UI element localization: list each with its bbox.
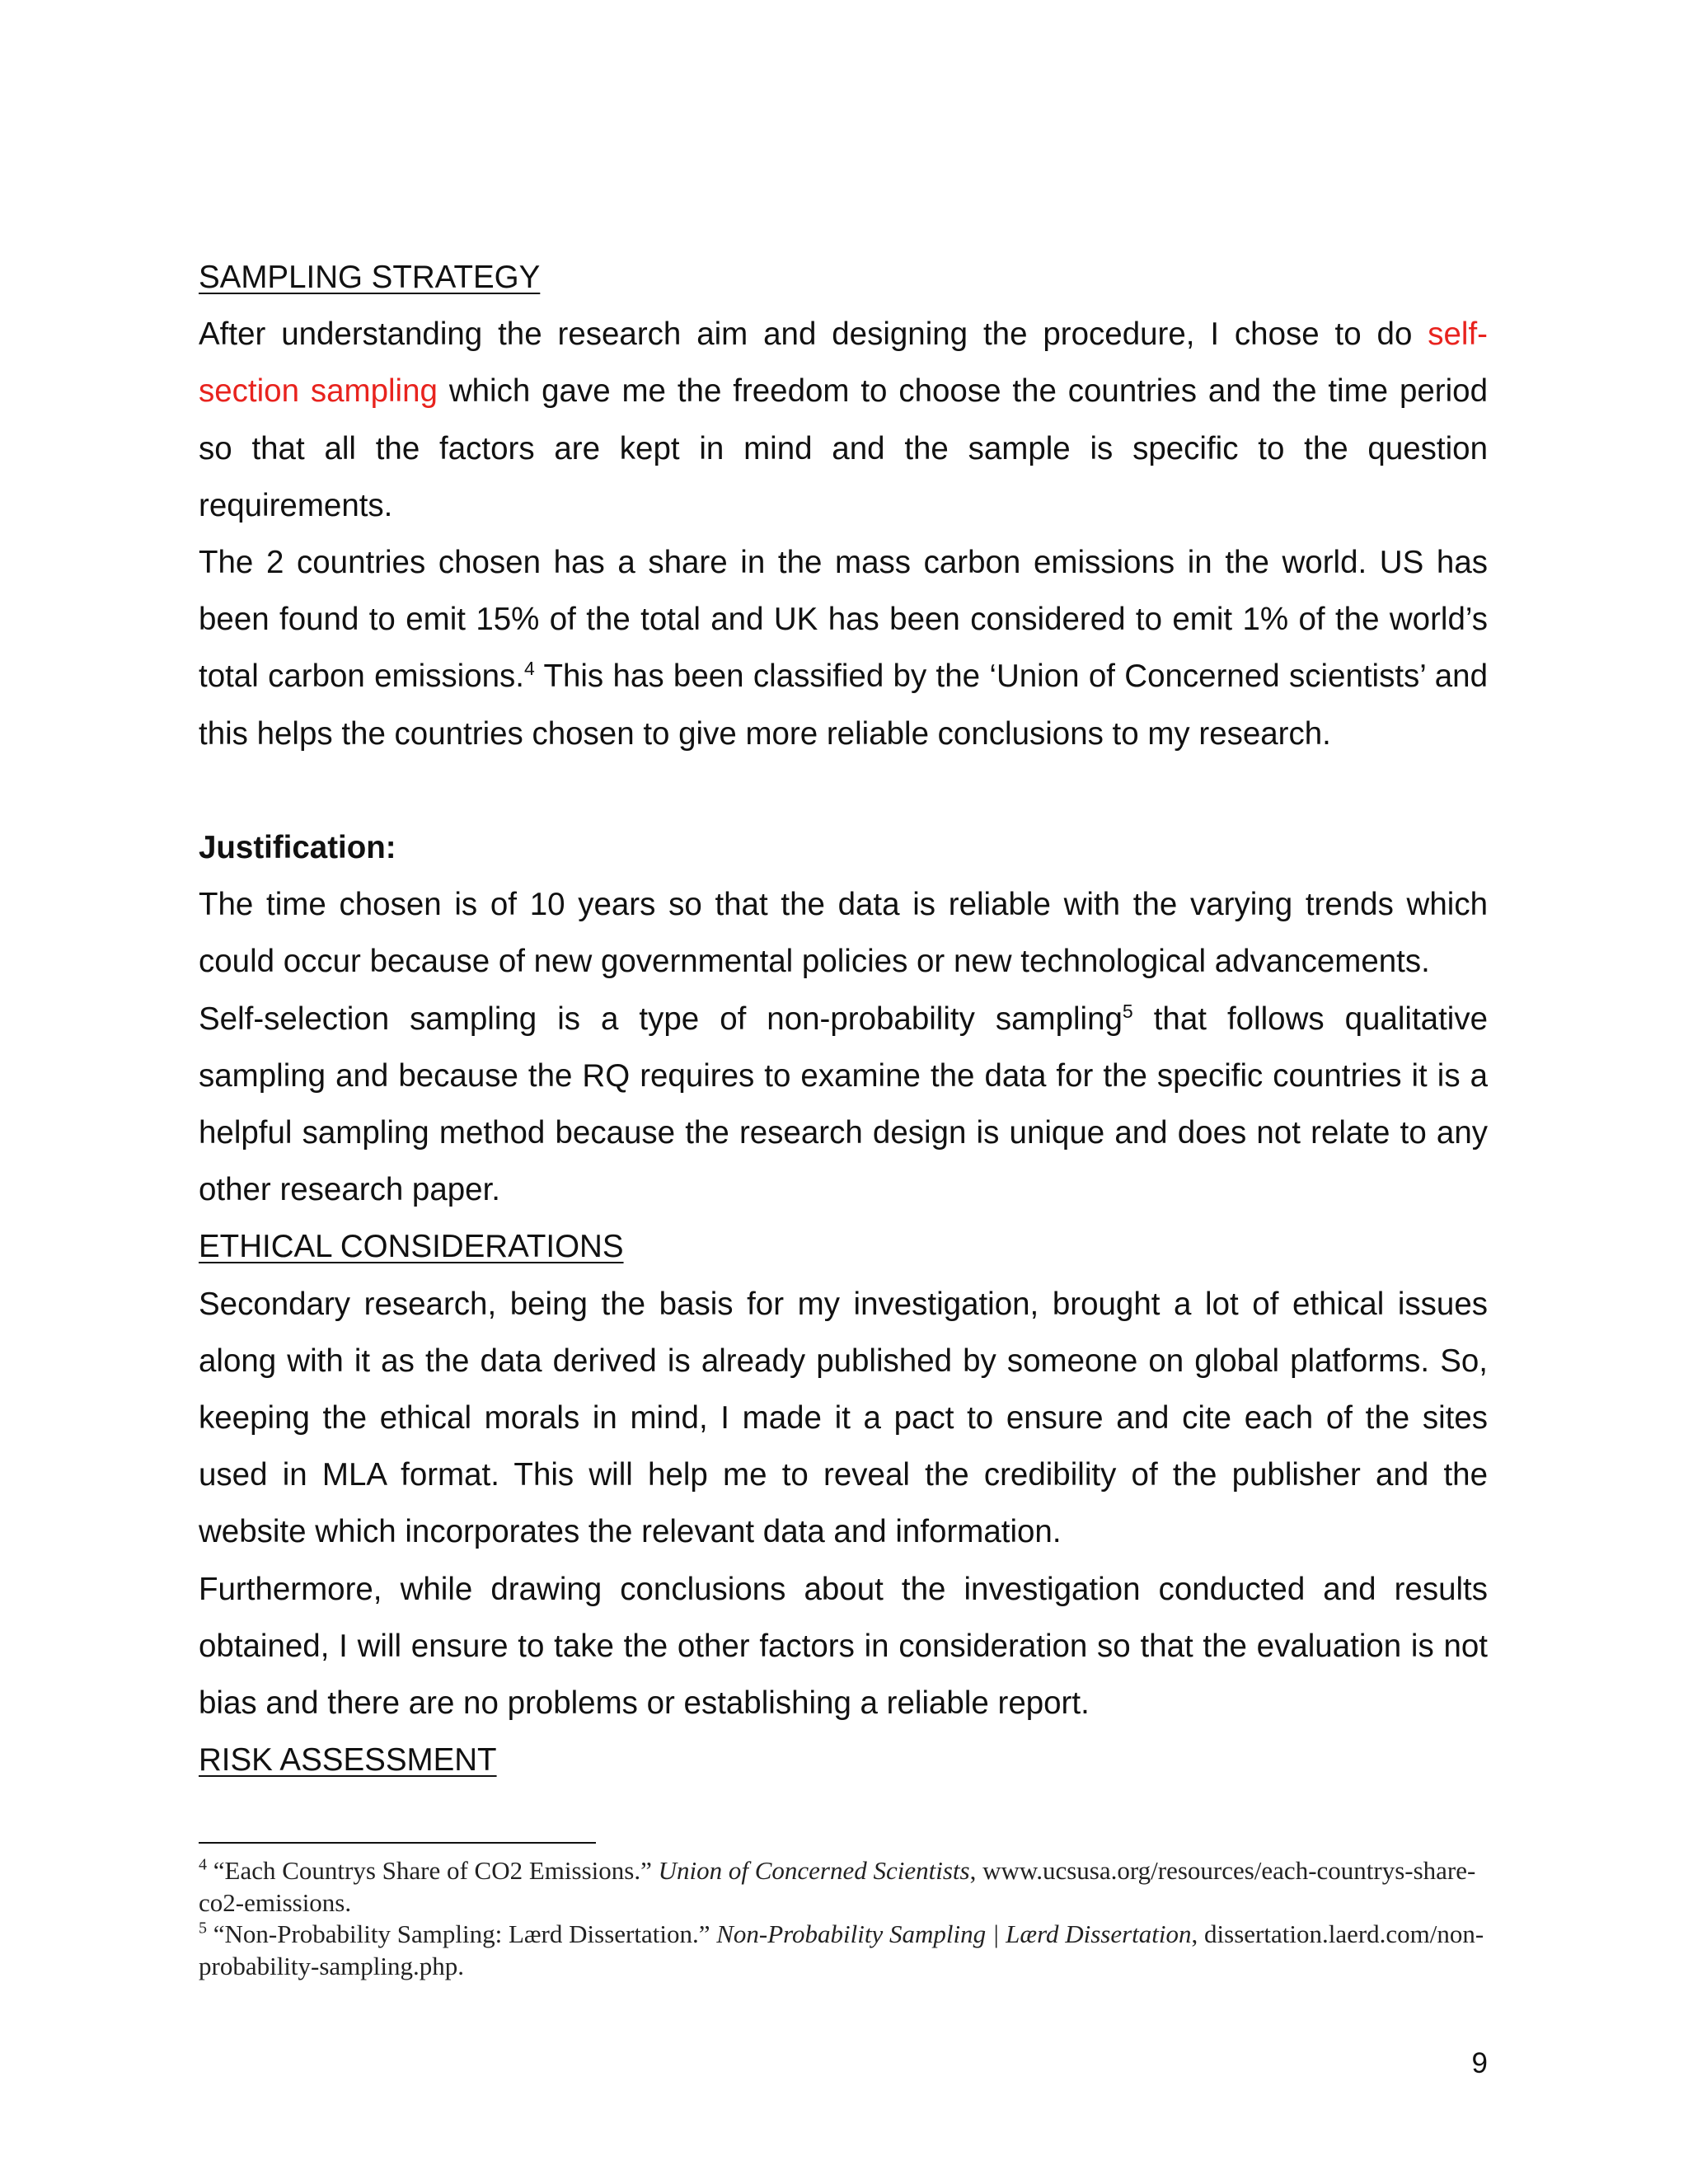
paragraph-spacer bbox=[199, 762, 1488, 819]
sampling-p2-text-start: The 2 countries chosen has a share in the mass carbon emissions in the world. US has been found to emit 15% of the total and UK has been considered to emit 1% of the world’s total carbon emissions. bbox=[199, 545, 1488, 695]
footnote-ref-5[interactable]: 5 bbox=[1122, 1000, 1133, 1022]
sampling-p1-text-start: After understanding the research aim and designing the procedure, I chose to do bbox=[199, 316, 1428, 353]
footnotes bbox=[199, 1855, 1488, 1982]
sampling-paragraph-1 bbox=[199, 306, 1488, 534]
footnote-4-number: 4 bbox=[199, 1855, 207, 1874]
ethical-considerations-heading: ETHICAL CONSIDERATIONS bbox=[199, 1229, 624, 1265]
footnote-5-title: “Non-Probability Sampling: Lærd Dissertation.” bbox=[207, 1919, 717, 1948]
footnote-4-url[interactable]: , www.ucsusa.org/resources/each-countrys-share-co2-emissions. bbox=[199, 1856, 1476, 1917]
footnote-divider bbox=[199, 1842, 596, 1844]
sampling-strategy-heading: SAMPLING STRATEGY bbox=[199, 260, 541, 295]
sampling-p1-text-end: which gave me the freedom to choose the countries and the time period so that all the factors are kept in mind and the sample is specific to the question requirements. bbox=[199, 373, 1488, 523]
justification-paragraph-1: The time chosen is of 10 years so that the data is reliable with the varying trends which could occur because of new governmental policies or new technological advancements. bbox=[199, 887, 1488, 980]
footnote-4-title: “Each Countrys Share of CO2 Emissions.” bbox=[207, 1856, 659, 1885]
footnote-ref-4[interactable]: 4 bbox=[524, 658, 535, 680]
page-body bbox=[199, 249, 1488, 1788]
footnote-4-source: Union of Concerned Scientists bbox=[658, 1856, 970, 1885]
footnote-5-url[interactable]: , dissertation.laerd.com/non-probability-sampling.php. bbox=[199, 1919, 1484, 1980]
footnote-4 bbox=[199, 1855, 1488, 1919]
self-section-sampling-highlight: self-section sampling bbox=[199, 316, 1488, 410]
sampling-paragraph-2 bbox=[199, 534, 1488, 762]
footnote-5-number: 5 bbox=[199, 1919, 207, 1938]
sampling-p2-text-end: This has been classified by the ‘Union of Concerned scientists’ and this helps the countries chosen to give more reliable conclusions to my research. bbox=[199, 658, 1488, 752]
ethical-paragraph-1: Secondary research, being the basis for my investigation, brought a lot of ethical issues along with it as the data derived is already published by someone on global platforms. So, keeping the ethical morals in mind, I made it a pact to ensure and cite each of the sites used in MLA format. This will help me to reveal the credibility of the publisher and the website which incorporates the relevant data and information. bbox=[199, 1286, 1488, 1550]
footnote-5 bbox=[199, 1919, 1488, 1982]
justification-paragraph-2 bbox=[199, 991, 1488, 1219]
page-number: 9 bbox=[1471, 2047, 1488, 2079]
justification-p2-text-end: that follows qualitative sampling and because the RQ requires to examine the data for the specific countries it is a helpful sampling method because the research design is unique and does not relate to any other research paper. bbox=[199, 1001, 1488, 1208]
footnote-5-source: Non-Probability Sampling | Lærd Dissertation bbox=[716, 1919, 1192, 1948]
justification-heading: Justification: bbox=[199, 830, 396, 866]
ethical-paragraph-2: Furthermore, while drawing conclusions about the investigation conducted and results obtained, I will ensure to take the other factors in consideration so that the evaluation is not bias and there are no problems or establishing a reliable report. bbox=[199, 1571, 1488, 1722]
justification-p2-text-start: Self-selection sampling is a type of non-probability sampling bbox=[199, 1001, 1123, 1037]
risk-assessment-heading: RISK ASSESSMENT bbox=[199, 1742, 497, 1779]
